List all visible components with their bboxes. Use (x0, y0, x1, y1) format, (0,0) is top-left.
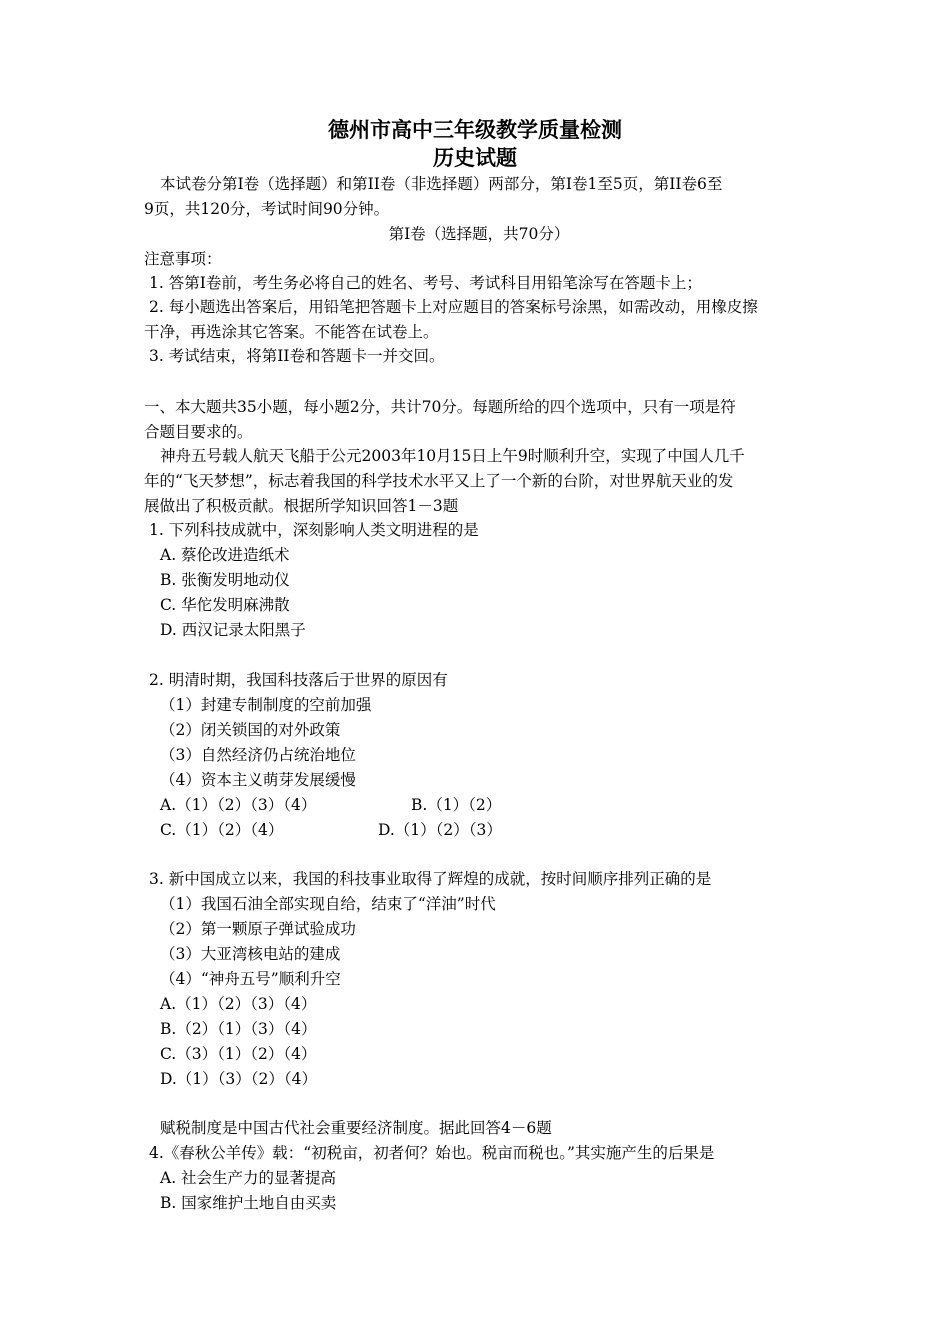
q3-statement-3: （3）大亚湾核电站的建成 (160, 945, 341, 963)
notes-item-2-line-2: 干净，再选涂其它答案。不能答在试卷上。 (144, 323, 439, 341)
q2-statement-1: （1）封建专制制度的空前加强 (160, 696, 372, 714)
passage-line-1: 神舟五号载人航天飞船于公元2003年10月15日上午9时顺利升空，实现了中国人几千 (160, 447, 745, 465)
q2-statement-3: （3）自然经济仍占统治地位 (160, 746, 356, 764)
q3-statement-4: （4）“神舟五号”顺利升空 (160, 970, 341, 988)
notes-item-1: 1. 答第I卷前，考生务必将自己的姓名、考号、考试科目用铅笔涂写在答题卡上； (149, 274, 702, 292)
notes-heading: 注意事项： (144, 250, 222, 268)
q3-option-c: C.（3）（1）（2）（4） (160, 1045, 317, 1063)
q4-stem: 4.《春秋公羊传》载：“初税亩，初者何？始也。税亩而税也。”其实施产生的后果是 (149, 1144, 715, 1162)
q4-option-b: B. 国家维护土地自由买卖 (160, 1194, 337, 1212)
exam-subtitle: 历史试题 (433, 145, 517, 170)
intro-line-2: 9页，共120分，考试时间90分钟。 (144, 200, 390, 218)
q4-option-a: A. 社会生产力的显著提高 (160, 1169, 337, 1187)
part1-instructions-line-1: 一、本大题共35小题，每小题2分，共计70分。每题所给的四个选项中，只有一项是符 (144, 398, 736, 416)
q2-option-b: B.（1）（2） (411, 796, 502, 814)
notes-item-3: 3. 考试结束，将第II卷和答题卡一并交回。 (149, 347, 445, 365)
q3-stem: 3. 新中国成立以来，我国的科技事业取得了辉煌的成就，按时间顺序排列正确的是 (149, 870, 712, 888)
q3-statement-2: （2）第一颗原子弹试验成功 (160, 920, 356, 938)
q1-option-b: B. 张衡发明地动仪 (160, 571, 290, 589)
q2-statement-2: （2）闭关锁国的对外政策 (160, 721, 341, 739)
q1-option-d: D. 西汉记录太阳黑子 (160, 621, 306, 639)
q2-option-a: A.（1）（2）（3）（4） (160, 796, 317, 814)
intro-line-1: 本试卷分第I卷（选择题）和第II卷（非选择题）两部分，第I卷1至5页，第II卷6至 (160, 175, 723, 193)
q2-option-d: D.（1）（2）（3） (378, 821, 502, 839)
exam-title: 德州市高中三年级教学质量检测 (328, 117, 622, 142)
part1-instructions-line-2: 合题目要求的。 (144, 423, 253, 441)
passage-line-2: 年的“飞天梦想”，标志着我国的科学技术水平又上了一个新的台阶，对世界航天业的发 (144, 472, 734, 490)
q3-option-d: D.（1）（3）（2）（4） (160, 1070, 317, 1088)
section-heading: 第I卷（选择题，共70分） (388, 225, 570, 243)
q2-option-c: C.（1）（2）（4） (160, 821, 284, 839)
q3-option-b: B.（2）（1）（3）（4） (160, 1020, 317, 1038)
q1-stem: 1. 下列科技成就中，深刻影响人类文明进程的是 (149, 521, 479, 539)
q1-option-a: A. 蔡伦改进造纸术 (160, 546, 290, 564)
q2-stem: 2. 明清时期，我国科技落后于世界的原因有 (149, 671, 448, 689)
q2-statement-4: （4）资本主义萌芽发展缓慢 (160, 771, 356, 789)
q1-option-c: C. 华佗发明麻沸散 (160, 596, 290, 614)
q3-option-a: A.（1）（2）（3）（4） (160, 995, 317, 1013)
q3-statement-1: （1）我国石油全部实现自给，结束了“洋油”时代 (160, 895, 496, 913)
passage-line-3: 展做出了积极贡献。根据所学知识回答1－3题 (144, 497, 459, 515)
notes-item-2-line-1: 2. 每小题选出答案后，用铅笔把答题卡上对应题目的答案标号涂黑，如需改动，用橡皮擦 (149, 298, 758, 316)
passage-2: 赋税制度是中国古代社会重要经济制度。据此回答4－6题 (160, 1119, 552, 1137)
